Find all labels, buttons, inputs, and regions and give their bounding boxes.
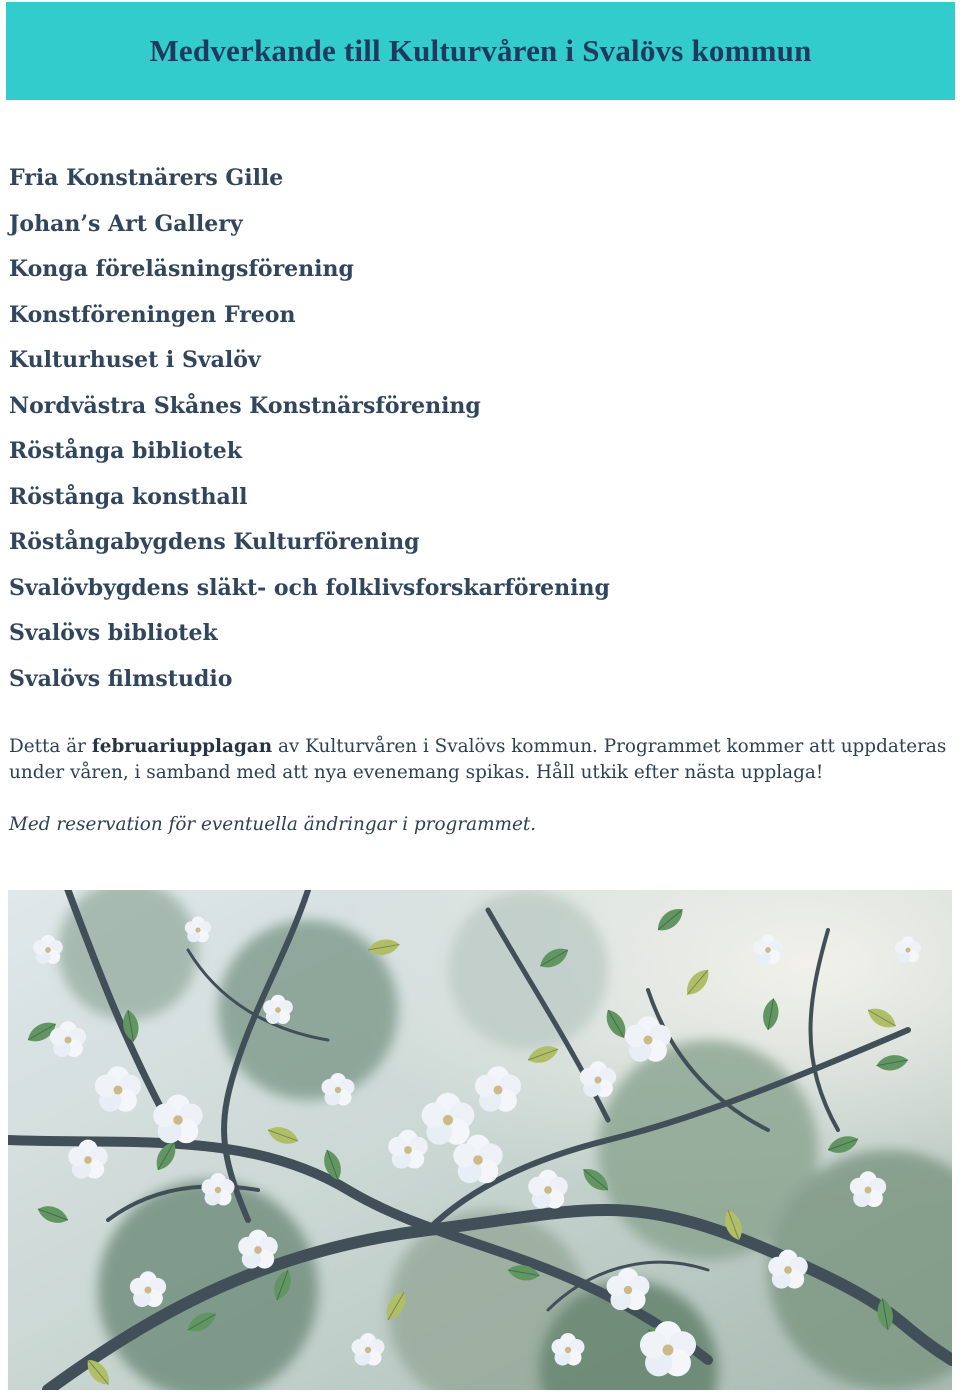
blossom-photo bbox=[8, 890, 952, 1390]
participant-item: Röstånga bibliotek bbox=[9, 438, 242, 464]
participant-item: Johan’s Art Gallery bbox=[9, 210, 243, 237]
participant-item: Konstföreningen Freon bbox=[9, 301, 296, 328]
participant-item: Nordvästra Skånes Konstnärsförening bbox=[9, 392, 481, 419]
participant-item: Röstångabygdens Kulturförening bbox=[9, 529, 420, 555]
info-suffix: av Kulturvåren i Svalövs kommun. Programmet kommer att uppdateras under våren, i samband med att nya evenemang spikas. Håll utkik efter nästa upplaga! bbox=[9, 736, 947, 783]
info-prefix: Detta är bbox=[9, 736, 92, 757]
edition-highlight: februariupplagan bbox=[91, 736, 273, 757]
reservation-note: Med reservation för eventuella ändringar i programmet. bbox=[9, 814, 537, 835]
participant-item: Fria Konstnärers Gille bbox=[9, 165, 284, 191]
participant-item: Svalövbygdens släkt- och folklivsforskarförening bbox=[9, 574, 610, 601]
title-banner bbox=[6, 2, 955, 100]
participant-item: Röstånga konsthall bbox=[9, 483, 248, 510]
participant-list bbox=[9, 160, 610, 706]
participant-item: Kulturhuset i Svalöv bbox=[9, 347, 261, 373]
participant-item: Konga föreläsningsförening bbox=[9, 256, 354, 282]
page-title: Medverkande till Kulturvåren i Svalövs kommun bbox=[149, 33, 812, 68]
participant-item: Svalövs filmstudio bbox=[9, 665, 233, 692]
edition-info bbox=[9, 734, 954, 786]
participant-item: Svalövs bibliotek bbox=[9, 620, 218, 646]
